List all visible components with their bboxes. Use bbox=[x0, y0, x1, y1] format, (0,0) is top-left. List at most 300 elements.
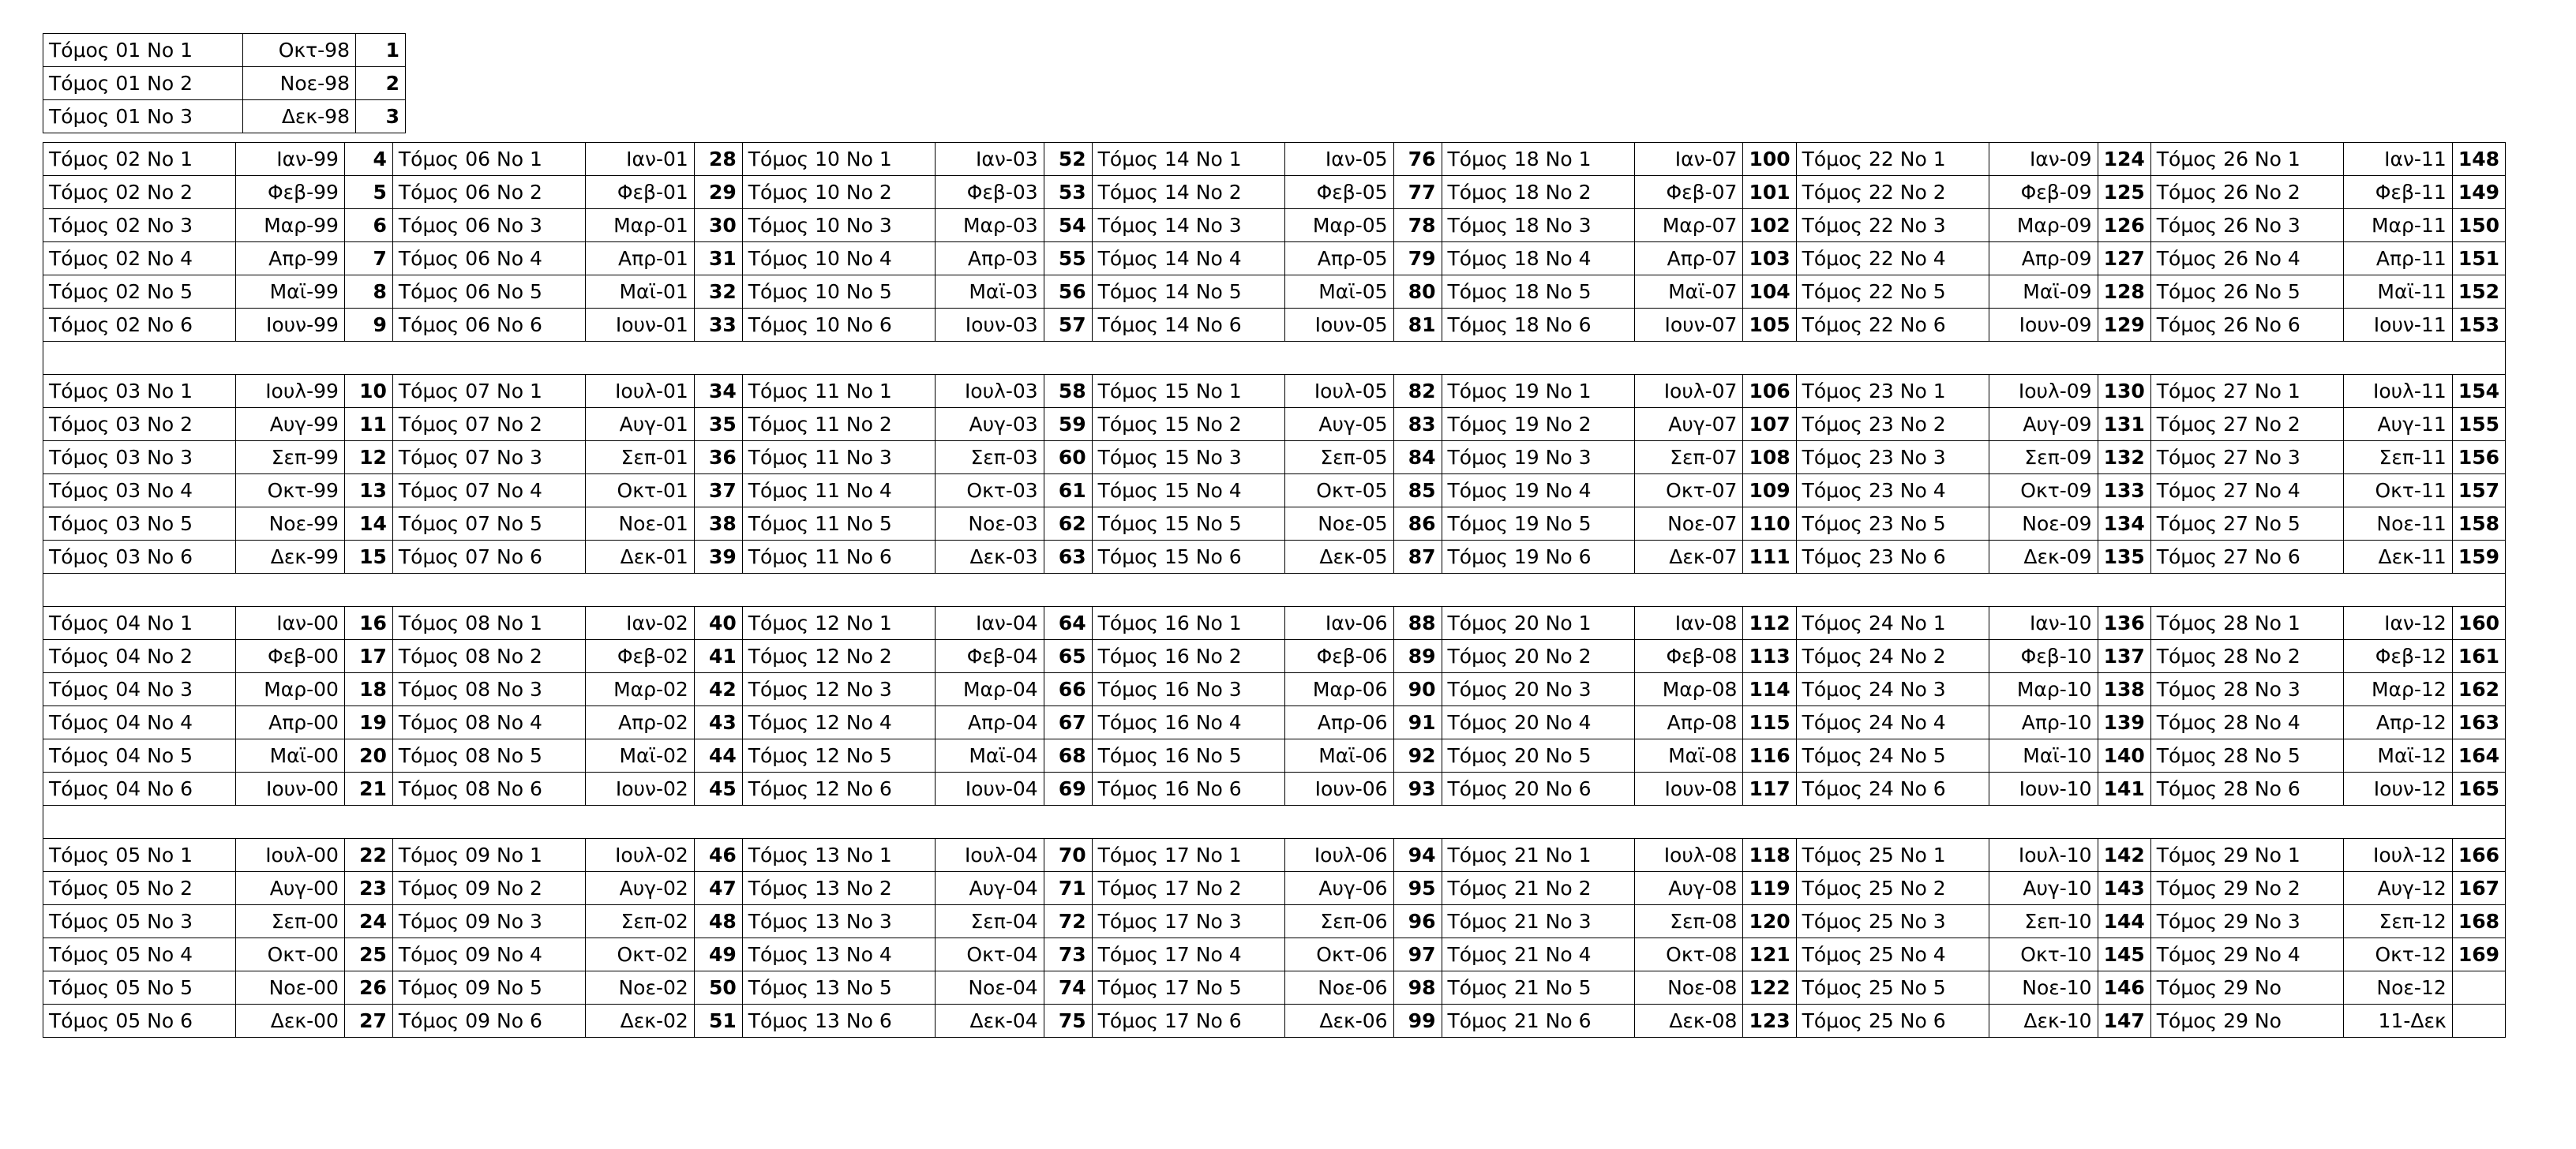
volume-date: Μαρ-03 bbox=[935, 209, 1044, 242]
volume-name: Τόμος 14 Νο 2 bbox=[1092, 176, 1284, 209]
volume-name: Τόμος 26 Νο 3 bbox=[2150, 209, 2343, 242]
volume-date: Ιουλ-01 bbox=[586, 375, 695, 408]
volume-number: 53 bbox=[1044, 176, 1092, 209]
volume-date: Δεκ-11 bbox=[2343, 541, 2452, 574]
volume-date: Ιουν-07 bbox=[1634, 309, 1743, 342]
volume-date: Ιουλ-08 bbox=[1634, 839, 1743, 872]
volume-name: Τόμος 19 Νο 5 bbox=[1442, 507, 1634, 541]
table-row bbox=[43, 706, 2506, 739]
volume-number: 158 bbox=[2452, 507, 2505, 541]
volume-number: 125 bbox=[2098, 176, 2150, 209]
volume-number: 107 bbox=[1743, 408, 1796, 441]
volume-number: 97 bbox=[1393, 938, 1442, 971]
volume-number: 76 bbox=[1393, 143, 1442, 176]
volume-number: 16 bbox=[344, 607, 392, 640]
volume-name: Τόμος 11 Νο 2 bbox=[742, 408, 935, 441]
volume-number: 130 bbox=[2098, 375, 2150, 408]
volume-date: Ιουν-09 bbox=[1989, 309, 2098, 342]
volume-date: Ιουλ-07 bbox=[1634, 375, 1743, 408]
volume-number: 123 bbox=[1743, 1005, 1796, 1038]
volume-number: 104 bbox=[1743, 275, 1796, 309]
volume-table-top bbox=[43, 33, 406, 133]
volume-number: 166 bbox=[2452, 839, 2505, 872]
volume-number: 98 bbox=[1393, 971, 1442, 1005]
volume-name: Τόμος 09 Νο 3 bbox=[392, 905, 585, 938]
volume-name: Τόμος 11 Νο 1 bbox=[742, 375, 935, 408]
volume-date: Δεκ-08 bbox=[1634, 1005, 1743, 1038]
volume-name: Τόμος 23 Νο 1 bbox=[1796, 375, 1989, 408]
volume-number: 132 bbox=[2098, 441, 2150, 474]
volume-date: Μαϊ-05 bbox=[1284, 275, 1393, 309]
volume-number: 131 bbox=[2098, 408, 2150, 441]
volume-number: 100 bbox=[1743, 143, 1796, 176]
volume-number: 63 bbox=[1044, 541, 1092, 574]
volume-number: 69 bbox=[1044, 773, 1092, 806]
volume-date: Φεβ-08 bbox=[1634, 640, 1743, 673]
volume-name: Τόμος 07 Νο 1 bbox=[392, 375, 585, 408]
volume-name: Τόμος 25 Νο 3 bbox=[1796, 905, 1989, 938]
volume-date: Φεβ-10 bbox=[1989, 640, 2098, 673]
volume-name: Τόμος 08 Νο 4 bbox=[392, 706, 585, 739]
volume-name: Τόμος 14 Νο 3 bbox=[1092, 209, 1284, 242]
volume-date: Νοε-09 bbox=[1989, 507, 2098, 541]
volume-date: Απρ-01 bbox=[586, 242, 695, 275]
volume-date: Αυγ-08 bbox=[1634, 872, 1743, 905]
volume-date: Μαϊ-10 bbox=[1989, 739, 2098, 773]
table-row bbox=[43, 507, 2506, 541]
table-row bbox=[43, 143, 2506, 176]
volume-number: 159 bbox=[2452, 541, 2505, 574]
volume-number: 126 bbox=[2098, 209, 2150, 242]
volume-name: Τόμος 06 Νο 2 bbox=[392, 176, 585, 209]
volume-date: Σεπ-99 bbox=[236, 441, 345, 474]
volume-number: 121 bbox=[1743, 938, 1796, 971]
volume-name: Τόμος 25 Νο 4 bbox=[1796, 938, 1989, 971]
volume-name: Τόμος 02 Νο 2 bbox=[43, 176, 236, 209]
volume-number: 46 bbox=[694, 839, 742, 872]
volume-name: Τόμος 20 Νο 1 bbox=[1442, 607, 1634, 640]
volume-name: Τόμος 09 Νο 6 bbox=[392, 1005, 585, 1038]
table-row bbox=[43, 773, 2506, 806]
volume-number: 110 bbox=[1743, 507, 1796, 541]
volume-date: Νοε-00 bbox=[236, 971, 345, 1005]
volume-name: Τόμος 26 Νο 2 bbox=[2150, 176, 2343, 209]
volume-number: 134 bbox=[2098, 507, 2150, 541]
volume-number: 112 bbox=[1743, 607, 1796, 640]
volume-number: 145 bbox=[2098, 938, 2150, 971]
volume-name: Τόμος 16 Νο 3 bbox=[1092, 673, 1284, 706]
volume-date: Νοε-08 bbox=[1634, 971, 1743, 1005]
volume-date: Μαρ-02 bbox=[586, 673, 695, 706]
volume-date: Σεπ-12 bbox=[2343, 905, 2452, 938]
volume-name: Τόμος 24 Νο 1 bbox=[1796, 607, 1989, 640]
volume-number: 105 bbox=[1743, 309, 1796, 342]
volume-date: Μαϊ-03 bbox=[935, 275, 1044, 309]
volume-date: Σεπ-04 bbox=[935, 905, 1044, 938]
volume-date: Οκτ-08 bbox=[1634, 938, 1743, 971]
volume-date: Νοε-01 bbox=[586, 507, 695, 541]
volume-date: Οκτ-06 bbox=[1284, 938, 1393, 971]
volume-number: 150 bbox=[2452, 209, 2505, 242]
block-spacer-cell bbox=[43, 574, 2506, 607]
volume-name: Τόμος 23 Νο 3 bbox=[1796, 441, 1989, 474]
volume-number: 156 bbox=[2452, 441, 2505, 474]
volume-date: Φεβ-99 bbox=[236, 176, 345, 209]
volume-number: 82 bbox=[1393, 375, 1442, 408]
volume-number: 142 bbox=[2098, 839, 2150, 872]
volume-name: Τόμος 02 Νο 3 bbox=[43, 209, 236, 242]
volume-date: Αυγ-07 bbox=[1634, 408, 1743, 441]
volume-date: Δεκ-10 bbox=[1989, 1005, 2098, 1038]
volume-number: 17 bbox=[344, 640, 392, 673]
volume-date: Φεβ-01 bbox=[586, 176, 695, 209]
volume-name: Τόμος 17 Νο 4 bbox=[1092, 938, 1284, 971]
volume-number: 89 bbox=[1393, 640, 1442, 673]
volume-name: Τόμος 19 Νο 3 bbox=[1442, 441, 1634, 474]
volume-name: Τόμος 10 Νο 6 bbox=[742, 309, 935, 342]
volume-date: Μαϊ-02 bbox=[586, 739, 695, 773]
volume-number: 42 bbox=[694, 673, 742, 706]
volume-name: Τόμος 08 Νο 2 bbox=[392, 640, 585, 673]
volume-date: Αυγ-03 bbox=[935, 408, 1044, 441]
volume-number: 154 bbox=[2452, 375, 2505, 408]
volume-number: 163 bbox=[2452, 706, 2505, 739]
volume-name: Τόμος 17 Νο 5 bbox=[1092, 971, 1284, 1005]
table-row bbox=[43, 474, 2506, 507]
volume-name: Τόμος 26 Νο 4 bbox=[2150, 242, 2343, 275]
volume-number: 73 bbox=[1044, 938, 1092, 971]
volume-number: 128 bbox=[2098, 275, 2150, 309]
volume-number: 79 bbox=[1393, 242, 1442, 275]
volume-number: 49 bbox=[694, 938, 742, 971]
volume-number: 135 bbox=[2098, 541, 2150, 574]
volume-date: Δεκ-00 bbox=[236, 1005, 345, 1038]
volume-number: 44 bbox=[694, 739, 742, 773]
volume-number: 35 bbox=[694, 408, 742, 441]
volume-date: Ιουν-99 bbox=[236, 309, 345, 342]
volume-number: 67 bbox=[1044, 706, 1092, 739]
volume-date: Αυγ-00 bbox=[236, 872, 345, 905]
volume-name: Τόμος 19 Νο 4 bbox=[1442, 474, 1634, 507]
volumes-sheet bbox=[43, 33, 2506, 1038]
volume-date: Ιαν-12 bbox=[2343, 607, 2452, 640]
volume-date: Φεβ-02 bbox=[586, 640, 695, 673]
volume-date: Ιαν-05 bbox=[1284, 143, 1393, 176]
volume-number: 13 bbox=[344, 474, 392, 507]
volume-number: 96 bbox=[1393, 905, 1442, 938]
volume-date: Δεκ-06 bbox=[1284, 1005, 1393, 1038]
volume-date: Απρ-00 bbox=[236, 706, 345, 739]
table-row bbox=[43, 275, 2506, 309]
volume-name: Τόμος 29 Νο bbox=[2150, 971, 2343, 1005]
volume-number: 141 bbox=[2098, 773, 2150, 806]
volume-number: 65 bbox=[1044, 640, 1092, 673]
volume-number: 48 bbox=[694, 905, 742, 938]
volume-date: Μαϊ-12 bbox=[2343, 739, 2452, 773]
volume-number: 36 bbox=[694, 441, 742, 474]
volume-date: Νοε-05 bbox=[1284, 507, 1393, 541]
table-row bbox=[43, 872, 2506, 905]
volume-name: Τόμος 23 Νο 2 bbox=[1796, 408, 1989, 441]
volume-number bbox=[2452, 971, 2505, 1005]
volume-name: Τόμος 21 Νο 1 bbox=[1442, 839, 1634, 872]
volume-name: Τόμος 22 Νο 3 bbox=[1796, 209, 1989, 242]
volume-date: Ιουν-01 bbox=[586, 309, 695, 342]
table-row bbox=[43, 408, 2506, 441]
volume-name: Τόμος 05 Νο 5 bbox=[43, 971, 236, 1005]
volume-number: 30 bbox=[694, 209, 742, 242]
volume-date: Νοε-10 bbox=[1989, 971, 2098, 1005]
volume-name: Τόμος 23 Νο 5 bbox=[1796, 507, 1989, 541]
volume-date: Ιουν-03 bbox=[935, 309, 1044, 342]
volume-number: 138 bbox=[2098, 673, 2150, 706]
volume-name: Τόμος 15 Νο 4 bbox=[1092, 474, 1284, 507]
volume-date: Μαρ-04 bbox=[935, 673, 1044, 706]
volume-number bbox=[2452, 1005, 2505, 1038]
volume-date: Μαϊ-11 bbox=[2343, 275, 2452, 309]
volume-name: Τόμος 24 Νο 3 bbox=[1796, 673, 1989, 706]
volume-date: Φεβ-03 bbox=[935, 176, 1044, 209]
volume-number: 2 bbox=[356, 67, 406, 100]
volume-name: Τόμος 23 Νο 6 bbox=[1796, 541, 1989, 574]
table-row bbox=[43, 1005, 2506, 1038]
volume-date: Νοε-03 bbox=[935, 507, 1044, 541]
volume-name: Τόμος 01 Νο 1 bbox=[43, 34, 243, 67]
volume-number: 12 bbox=[344, 441, 392, 474]
volume-number: 18 bbox=[344, 673, 392, 706]
volume-number: 38 bbox=[694, 507, 742, 541]
volume-name: Τόμος 25 Νο 1 bbox=[1796, 839, 1989, 872]
volume-date: Μαρ-09 bbox=[1989, 209, 2098, 242]
volume-number: 10 bbox=[344, 375, 392, 408]
volume-date: Αυγ-99 bbox=[236, 408, 345, 441]
volume-date: Απρ-06 bbox=[1284, 706, 1393, 739]
table-row bbox=[43, 739, 2506, 773]
volume-number: 74 bbox=[1044, 971, 1092, 1005]
volume-number: 161 bbox=[2452, 640, 2505, 673]
volume-number: 115 bbox=[1743, 706, 1796, 739]
volume-name: Τόμος 15 Νο 2 bbox=[1092, 408, 1284, 441]
volume-date: Ιαν-07 bbox=[1634, 143, 1743, 176]
volume-date: Οκτ-07 bbox=[1634, 474, 1743, 507]
volume-number: 28 bbox=[694, 143, 742, 176]
volume-name: Τόμος 19 Νο 2 bbox=[1442, 408, 1634, 441]
volume-number: 6 bbox=[344, 209, 392, 242]
volume-date: Μαϊ-09 bbox=[1989, 275, 2098, 309]
volume-number: 86 bbox=[1393, 507, 1442, 541]
volume-number: 92 bbox=[1393, 739, 1442, 773]
volume-number: 101 bbox=[1743, 176, 1796, 209]
volume-date: Φεβ-11 bbox=[2343, 176, 2452, 209]
volume-number: 169 bbox=[2452, 938, 2505, 971]
volume-name: Τόμος 16 Νο 4 bbox=[1092, 706, 1284, 739]
volume-name: Τόμος 13 Νο 5 bbox=[742, 971, 935, 1005]
volume-number: 155 bbox=[2452, 408, 2505, 441]
volume-name: Τόμος 20 Νο 4 bbox=[1442, 706, 1634, 739]
table-row bbox=[43, 607, 2506, 640]
volume-name: Τόμος 17 Νο 2 bbox=[1092, 872, 1284, 905]
table-row bbox=[43, 541, 2506, 574]
volume-date: Φεβ-04 bbox=[935, 640, 1044, 673]
volume-name: Τόμος 29 Νο 1 bbox=[2150, 839, 2343, 872]
volume-number: 58 bbox=[1044, 375, 1092, 408]
volume-number: 136 bbox=[2098, 607, 2150, 640]
table-row bbox=[43, 640, 2506, 673]
volume-date: Ιουλ-06 bbox=[1284, 839, 1393, 872]
volume-number: 144 bbox=[2098, 905, 2150, 938]
volume-date: Ιαν-01 bbox=[586, 143, 695, 176]
volume-name: Τόμος 28 Νο 2 bbox=[2150, 640, 2343, 673]
volume-name: Τόμος 28 Νο 1 bbox=[2150, 607, 2343, 640]
volume-number: 106 bbox=[1743, 375, 1796, 408]
volume-number: 29 bbox=[694, 176, 742, 209]
volume-name: Τόμος 03 Νο 6 bbox=[43, 541, 236, 574]
volume-date: Οκτ-05 bbox=[1284, 474, 1393, 507]
volume-number: 152 bbox=[2452, 275, 2505, 309]
table-row bbox=[43, 905, 2506, 938]
volume-name: Τόμος 21 Νο 2 bbox=[1442, 872, 1634, 905]
volume-number: 5 bbox=[344, 176, 392, 209]
volume-date: Αυγ-12 bbox=[2343, 872, 2452, 905]
volume-name: Τόμος 22 Νο 2 bbox=[1796, 176, 1989, 209]
volume-name: Τόμος 06 Νο 4 bbox=[392, 242, 585, 275]
volume-name: Τόμος 03 Νο 2 bbox=[43, 408, 236, 441]
volume-name: Τόμος 21 Νο 4 bbox=[1442, 938, 1634, 971]
volume-date: Φεβ-06 bbox=[1284, 640, 1393, 673]
volume-number: 151 bbox=[2452, 242, 2505, 275]
volume-number: 81 bbox=[1393, 309, 1442, 342]
volume-date: Ιουλ-04 bbox=[935, 839, 1044, 872]
volume-date: Νοε-12 bbox=[2343, 971, 2452, 1005]
volume-name: Τόμος 18 Νο 1 bbox=[1442, 143, 1634, 176]
volume-number: 24 bbox=[344, 905, 392, 938]
volume-name: Τόμος 04 Νο 1 bbox=[43, 607, 236, 640]
volume-number: 23 bbox=[344, 872, 392, 905]
volume-name: Τόμος 21 Νο 3 bbox=[1442, 905, 1634, 938]
volume-name: Τόμος 08 Νο 3 bbox=[392, 673, 585, 706]
volume-name: Τόμος 08 Νο 6 bbox=[392, 773, 585, 806]
volume-date: Σεπ-00 bbox=[236, 905, 345, 938]
volume-name: Τόμος 22 Νο 4 bbox=[1796, 242, 1989, 275]
volume-number: 168 bbox=[2452, 905, 2505, 938]
volume-name: Τόμος 29 Νο 3 bbox=[2150, 905, 2343, 938]
volume-date: Δεκ-98 bbox=[243, 100, 356, 133]
volume-date: Αυγ-02 bbox=[586, 872, 695, 905]
volume-name: Τόμος 02 Νο 5 bbox=[43, 275, 236, 309]
volume-number: 4 bbox=[344, 143, 392, 176]
volume-date: Ιαν-03 bbox=[935, 143, 1044, 176]
volume-number: 11 bbox=[344, 408, 392, 441]
volume-number: 149 bbox=[2452, 176, 2505, 209]
volume-date: Σεπ-10 bbox=[1989, 905, 2098, 938]
volume-number: 20 bbox=[344, 739, 392, 773]
volume-name: Τόμος 15 Νο 1 bbox=[1092, 375, 1284, 408]
volume-number: 114 bbox=[1743, 673, 1796, 706]
volume-date: 11-Δεκ bbox=[2343, 1005, 2452, 1038]
volume-date: Ιουλ-99 bbox=[236, 375, 345, 408]
volume-name: Τόμος 01 Νο 2 bbox=[43, 67, 243, 100]
volume-number: 64 bbox=[1044, 607, 1092, 640]
volume-date: Αυγ-10 bbox=[1989, 872, 2098, 905]
volume-name: Τόμος 09 Νο 4 bbox=[392, 938, 585, 971]
volume-name: Τόμος 26 Νο 1 bbox=[2150, 143, 2343, 176]
volume-number: 148 bbox=[2452, 143, 2505, 176]
volume-date: Απρ-04 bbox=[935, 706, 1044, 739]
volume-name: Τόμος 18 Νο 6 bbox=[1442, 309, 1634, 342]
volume-number: 66 bbox=[1044, 673, 1092, 706]
volume-name: Τόμος 07 Νο 5 bbox=[392, 507, 585, 541]
volume-date: Δεκ-03 bbox=[935, 541, 1044, 574]
table-row bbox=[43, 309, 2506, 342]
volume-date: Ιαν-04 bbox=[935, 607, 1044, 640]
table-row bbox=[43, 839, 2506, 872]
volume-date: Μαϊ-00 bbox=[236, 739, 345, 773]
volume-number: 127 bbox=[2098, 242, 2150, 275]
volume-date: Νοε-07 bbox=[1634, 507, 1743, 541]
volume-date: Δεκ-05 bbox=[1284, 541, 1393, 574]
volume-date: Ιουλ-03 bbox=[935, 375, 1044, 408]
volume-name: Τόμος 28 Νο 5 bbox=[2150, 739, 2343, 773]
volume-date: Ιουλ-09 bbox=[1989, 375, 2098, 408]
volume-date: Ιαν-09 bbox=[1989, 143, 2098, 176]
volume-number: 62 bbox=[1044, 507, 1092, 541]
volume-name: Τόμος 10 Νο 3 bbox=[742, 209, 935, 242]
volume-number: 9 bbox=[344, 309, 392, 342]
volume-date: Σεπ-06 bbox=[1284, 905, 1393, 938]
volume-name: Τόμος 29 Νο bbox=[2150, 1005, 2343, 1038]
volume-date: Σεπ-09 bbox=[1989, 441, 2098, 474]
volume-number: 93 bbox=[1393, 773, 1442, 806]
volume-date: Μαϊ-07 bbox=[1634, 275, 1743, 309]
volume-date: Μαϊ-99 bbox=[236, 275, 345, 309]
volume-date: Οκτ-03 bbox=[935, 474, 1044, 507]
volume-name: Τόμος 19 Νο 1 bbox=[1442, 375, 1634, 408]
volume-number: 139 bbox=[2098, 706, 2150, 739]
volume-number: 21 bbox=[344, 773, 392, 806]
volume-name: Τόμος 12 Νο 3 bbox=[742, 673, 935, 706]
table-row bbox=[43, 176, 2506, 209]
volume-date: Ιουν-12 bbox=[2343, 773, 2452, 806]
volume-date: Αυγ-11 bbox=[2343, 408, 2452, 441]
volume-date: Σεπ-02 bbox=[586, 905, 695, 938]
volume-date: Απρ-10 bbox=[1989, 706, 2098, 739]
volume-number: 14 bbox=[344, 507, 392, 541]
volume-number: 33 bbox=[694, 309, 742, 342]
volume-number: 113 bbox=[1743, 640, 1796, 673]
volume-number: 50 bbox=[694, 971, 742, 1005]
volume-date: Μαρ-11 bbox=[2343, 209, 2452, 242]
volume-date: Μαϊ-08 bbox=[1634, 739, 1743, 773]
volume-date: Φεβ-05 bbox=[1284, 176, 1393, 209]
volume-date: Νοε-99 bbox=[236, 507, 345, 541]
volume-name: Τόμος 18 Νο 4 bbox=[1442, 242, 1634, 275]
volume-date: Οκτ-00 bbox=[236, 938, 345, 971]
volume-name: Τόμος 07 Νο 4 bbox=[392, 474, 585, 507]
volume-name: Τόμος 13 Νο 6 bbox=[742, 1005, 935, 1038]
volume-date: Σεπ-01 bbox=[586, 441, 695, 474]
volume-name: Τόμος 20 Νο 3 bbox=[1442, 673, 1634, 706]
volume-name: Τόμος 14 Νο 1 bbox=[1092, 143, 1284, 176]
volume-number: 15 bbox=[344, 541, 392, 574]
volume-name: Τόμος 10 Νο 4 bbox=[742, 242, 935, 275]
volume-name: Τόμος 24 Νο 5 bbox=[1796, 739, 1989, 773]
volume-date: Φεβ-07 bbox=[1634, 176, 1743, 209]
volume-number: 140 bbox=[2098, 739, 2150, 773]
volume-number: 87 bbox=[1393, 541, 1442, 574]
volume-date: Φεβ-09 bbox=[1989, 176, 2098, 209]
volume-date: Οκτ-99 bbox=[236, 474, 345, 507]
volume-number: 94 bbox=[1393, 839, 1442, 872]
